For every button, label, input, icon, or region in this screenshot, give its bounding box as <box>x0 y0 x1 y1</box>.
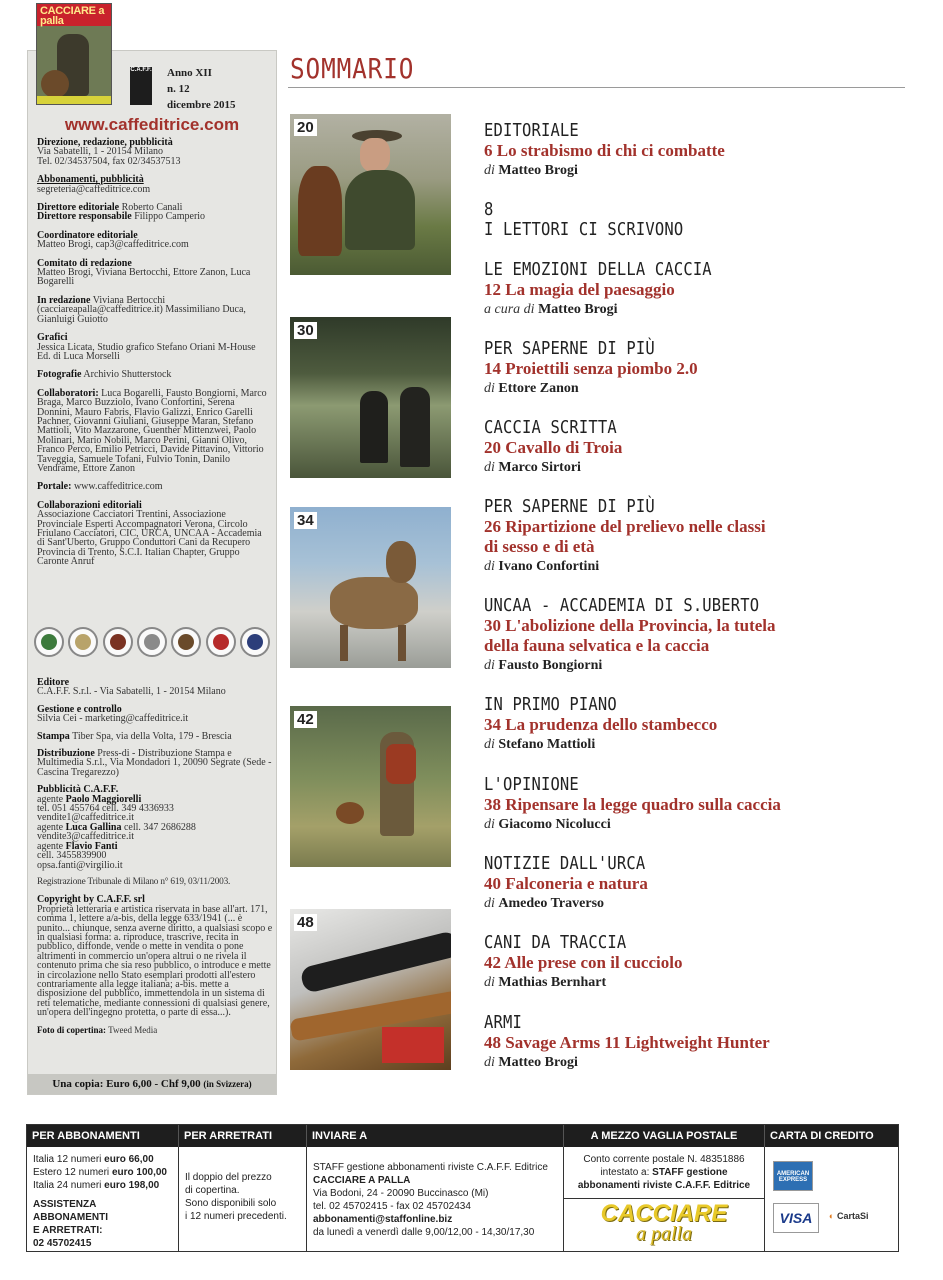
agente-3-email[interactable]: opsa.fanti@virgilio.it <box>37 859 123 871</box>
title-divider <box>288 87 905 88</box>
association-logo-icon <box>68 627 98 657</box>
editore-label: Editore <box>37 677 70 688</box>
inredazione: Viviana Bertocchi (cacciareapalla@caffeditrice.it) Massimiliano Duca, Gianluigi Guiotto <box>37 294 246 325</box>
inviare-tel[interactable]: tel. 02 45702415 - fax 02 45702434 <box>313 1201 471 1212</box>
dir-responsabile: Filippo Camperio <box>134 211 206 223</box>
toc-article-link[interactable] <box>484 616 904 656</box>
photo-page-number: 48 <box>294 914 317 931</box>
article-title: Ripartizione del prelievo nelle classi <box>505 517 766 536</box>
fotografie: Archivio Shutterstock <box>83 369 172 381</box>
toc-section-caccia-scritta <box>484 418 904 477</box>
article-byline <box>484 1054 904 1072</box>
page-title: SOMMARIO <box>290 52 415 85</box>
logo-line-1: CACCIARE <box>600 1200 728 1227</box>
vaglia-line: Conto corrente postale N. 48351886 <box>583 1154 745 1165</box>
distribuzione: Press-di - Distribuzione Stampa e Multimedia S.r.l., Via Mondadori 1, 20090 Segrate (Sede - Cascina Tregarezzo) <box>37 748 272 778</box>
article-author: Stefano Mattioli <box>498 737 596 752</box>
article-byline <box>484 895 904 913</box>
inredazione-label: In redazione <box>37 294 91 306</box>
toc-article-link[interactable] <box>484 953 904 973</box>
amex-icon: AMERICAN EXPRESS <box>773 1161 813 1191</box>
article-title: L'abolizione della Provincia, la tutela <box>505 616 776 635</box>
article-title: Proiettili senza piombo 2.0 <box>505 359 698 378</box>
article-page: 42 <box>484 953 501 972</box>
gestione-label: Gestione e controllo <box>37 703 122 715</box>
article-title: Savage Arms 11 Lightweight Hunter <box>505 1033 770 1052</box>
byline-prefix: di <box>484 460 495 475</box>
article-page: 20 <box>484 438 501 457</box>
article-title: Alle prese con il cucciolo <box>504 953 683 972</box>
byline-prefix: di <box>484 896 495 911</box>
header-abbonamenti: PER ABBONAMENTI <box>27 1125 179 1147</box>
collaboratori-label: Collaboratori: <box>37 387 99 399</box>
section-heading: CANI DA TRACCIA <box>484 932 627 953</box>
photo-young-ibex <box>290 507 451 668</box>
assistenza-label-2: E ARRETRATI: <box>33 1225 103 1236</box>
direzione-phone: Tel. 02/34537504, fax 02/34537513 <box>37 155 181 167</box>
gestione: Silvia Cei - marketing@caffeditrice.it <box>37 713 189 725</box>
article-author: Mathias Bernhart <box>498 975 607 990</box>
article-page: 40 <box>484 874 501 893</box>
issue-year: Anno XII <box>167 67 212 79</box>
issue-date: dicembre 2015 <box>167 99 236 111</box>
col-carta <box>765 1147 898 1252</box>
article-byline <box>484 301 904 319</box>
visa-icon: VISA <box>773 1203 819 1233</box>
direzione-label: Direzione, redazione, pubblicità <box>37 137 173 148</box>
article-byline <box>484 459 904 477</box>
agente-2-email[interactable]: vendite3@caffeditrice.it <box>37 831 135 843</box>
abbonamento-price: euro 100,00 <box>111 1167 167 1178</box>
caff-publisher-logo <box>130 67 152 105</box>
photo-rifle-scope <box>290 909 451 1070</box>
article-author: Ivano Confortini <box>498 559 600 574</box>
abbonamento-label: Estero 12 numeri <box>33 1167 110 1178</box>
toc-section-emozioni <box>484 260 904 319</box>
vaglia-intestatario: STAFF gestione abbonamenti riviste C.A.F.F. Editrice <box>577 1167 751 1191</box>
byline-prefix: di <box>484 975 495 990</box>
inviare-name: CACCIARE A PALLA <box>313 1175 411 1186</box>
photo-hunters-walking <box>290 317 451 478</box>
article-author: Ettore Zanon <box>498 381 579 396</box>
byline-prefix: di <box>484 559 495 574</box>
abbonamento-label: Italia 12 numeri <box>33 1154 102 1165</box>
association-logo-icon <box>137 627 167 657</box>
toc-section-opinione <box>484 775 904 834</box>
section-page: 8 <box>484 199 494 220</box>
article-page: 30 <box>484 616 501 635</box>
header-arretrati: PER ARRETRATI <box>179 1125 307 1147</box>
portale-label: Portale: <box>37 481 72 493</box>
article-page: 48 <box>484 1033 501 1052</box>
article-byline <box>484 816 904 834</box>
byline-prefix: di <box>484 1055 495 1070</box>
association-logo-icon <box>206 627 236 657</box>
price-main: Una copia: Euro 6,00 - Chf 9,00 <box>52 1078 201 1090</box>
col-vaglia <box>564 1147 765 1252</box>
byline-prefix: di <box>484 381 495 396</box>
section-heading: CACCIA SCRITTA <box>484 417 617 438</box>
col-arretrati <box>179 1147 307 1252</box>
section-heading: I LETTORI CI SCRIVONO <box>484 219 684 240</box>
toc-section-editoriale <box>484 121 904 180</box>
photo-hunter-with-dog <box>290 114 451 275</box>
toc-section-urca <box>484 854 904 913</box>
agente-1-email[interactable]: vendite1@caffeditrice.it <box>37 812 135 824</box>
copyright-label: Copyright by C.A.F.F. srl <box>37 894 145 906</box>
arretrati-line: i 12 numeri precedenti. <box>185 1211 287 1222</box>
distribuzione-label: Distribuzione <box>37 748 95 760</box>
comitato-label: Comitato di redazione <box>37 257 132 269</box>
section-heading: L'OPINIONE <box>484 774 579 795</box>
article-page: 14 <box>484 359 501 378</box>
vaglia-prefix: intestato a: <box>600 1167 650 1178</box>
article-author: Fausto Bongiorni <box>498 658 603 673</box>
dir-editoriale: Roberto Canali <box>121 202 183 214</box>
stampa: Tiber Spa, via della Volta, 179 - Brescia <box>72 730 232 742</box>
photo-hunter-with-puppy <box>290 706 451 867</box>
abbonamenti-email[interactable]: segreteria@caffeditrice.com <box>37 183 151 195</box>
byline-prefix: di <box>484 737 495 752</box>
article-page: 12 <box>484 280 501 299</box>
article-author: Matteo Brogi <box>538 302 618 317</box>
toc-section-primo-piano <box>484 695 904 754</box>
agente-prefix: agente <box>37 840 64 852</box>
grafici: Jessica Licata, Studio grafico Stefano Oriani M-House Ed. di Luca Morselli <box>37 341 256 362</box>
photo-page-number: 20 <box>294 119 317 136</box>
article-byline <box>484 558 904 576</box>
photo-page-number: 30 <box>294 322 317 339</box>
byline-prefix: di <box>484 658 495 673</box>
header-vaglia: A MEZZO VAGLIA POSTALE <box>564 1125 765 1147</box>
section-heading: IN PRIMO PIANO <box>484 694 617 715</box>
article-title-line-2: di sesso e di età <box>484 537 595 556</box>
toc-section-lettori[interactable] <box>484 200 904 240</box>
inviare-email[interactable]: abbonamenti@staffonline.biz <box>313 1214 453 1225</box>
inviare-address: Via Bodoni, 24 - 20090 Buccinasco (Mi) <box>313 1188 489 1199</box>
article-page: 26 <box>484 517 501 536</box>
col-abbonamenti <box>27 1147 179 1252</box>
association-logo-icon <box>240 627 270 657</box>
arretrati-line: di copertina. <box>185 1185 240 1196</box>
registrazione: Registrazione Tribunale di Milano n° 619, 03/11/2003. <box>37 876 231 887</box>
article-author: Matteo Brogi <box>498 1055 578 1070</box>
section-heading: ARMI <box>484 1012 522 1033</box>
assistenza-phone[interactable]: 02 45702415 <box>33 1238 92 1249</box>
foto-copertina: Tweed Media <box>108 1024 158 1035</box>
dir-responsabile-label: Direttore responsabile <box>37 211 132 223</box>
section-heading: PER SAPERNE DI PIÙ <box>484 338 655 359</box>
byline-prefix: di <box>484 163 495 178</box>
agente-2-cell: cell. 347 2686288 <box>123 821 196 833</box>
article-byline <box>484 974 904 992</box>
cover-title: CACCIARE a palla <box>40 5 105 27</box>
article-title-line-2: della fauna selvatica e la caccia <box>484 636 710 655</box>
association-logo-icon <box>171 627 201 657</box>
abbonamento-price: euro 66,00 <box>104 1154 154 1165</box>
abbonamento-price: euro 198,00 <box>104 1180 160 1191</box>
coordinatore: Matteo Brogi, cap3@caffeditrice.com <box>37 239 189 251</box>
article-title: La prudenza dello stambecco <box>505 715 718 734</box>
cartasi-icon: ◐ CartaSi <box>829 1211 869 1221</box>
article-page: 38 <box>484 795 501 814</box>
editore: C.A.F.F. S.r.l. - Via Sabatelli, 1 - 20154 Milano <box>37 686 226 698</box>
agente-3-cell: cell. 3455839900 <box>37 850 107 862</box>
arretrati-line: Il doppio del prezzo <box>185 1172 272 1183</box>
abbonamenti-label: Abbonamenti, pubblicità <box>37 174 144 186</box>
article-byline <box>484 736 904 754</box>
toc-section-uncaa <box>484 596 904 675</box>
photo-page-number: 34 <box>294 512 317 529</box>
toc-section-saperne-1 <box>484 339 904 398</box>
byline-prefix: di <box>484 817 495 832</box>
dog-figure-icon <box>41 70 69 98</box>
byline-prefix: a cura di <box>484 302 535 317</box>
article-title: Lo strabismo di chi ci combatte <box>496 141 725 160</box>
article-title: Falconeria e natura <box>505 874 648 893</box>
agente-1: Paolo Maggiorelli <box>65 793 142 805</box>
masthead-credits <box>37 138 271 576</box>
website-link[interactable]: www.caffeditrice.com <box>64 115 240 134</box>
section-heading: PER SAPERNE DI PIÙ <box>484 496 655 517</box>
photo-page-number: 42 <box>294 711 317 728</box>
toc-section-cani <box>484 933 904 992</box>
agente-1-contacts: tel. 051 455764 cell. 349 4336933 <box>37 803 174 815</box>
portale-link[interactable]: www.caffeditrice.com <box>73 481 163 493</box>
article-author: Amedeo Traverso <box>498 896 605 911</box>
article-page: 34 <box>484 715 501 734</box>
grafici-label: Grafici <box>37 332 68 344</box>
coordinatore-label: Coordinatore editoriale <box>37 229 138 241</box>
cacciare-logo <box>564 1198 764 1243</box>
issue-number: n. 12 <box>167 83 190 95</box>
masthead-publisher <box>37 678 273 1043</box>
toc-article-link[interactable] <box>484 1033 904 1053</box>
article-title: La magia del paesaggio <box>505 280 675 299</box>
collab-ed: Associazione Cacciatori Trentini, Associazione Provinciale Esperti Accompagnatori Verona, Circolo Friulano Cacciatori, CIC, URCA, UNCAA - Accademia di Sant'Uberto, Gruppo Conduttori Cani da Recupero Provincia di Trento, S.C.I. Italian Chapter, Gruppo Caronte Anruf <box>37 509 262 568</box>
association-logos <box>34 627 270 661</box>
subscription-table <box>26 1124 899 1252</box>
stampa-label: Stampa <box>37 730 70 742</box>
toc-article-link[interactable] <box>484 795 904 815</box>
price-bar <box>28 1074 276 1094</box>
article-byline <box>484 162 904 180</box>
agente-2: Luca Gallina <box>65 821 122 833</box>
abbonamento-label: Italia 24 numeri <box>33 1180 102 1191</box>
article-title: Ripensare la legge quadro sulla caccia <box>505 795 781 814</box>
inviare-hours: da lunedì a venerdì dalle 9,00/12,00 - 14,30/17,30 <box>313 1227 535 1238</box>
article-byline <box>484 380 904 398</box>
agente-3: Flavio Fanti <box>65 840 118 852</box>
direzione-address: Via Sabatelli, 1 - 20154 Milano <box>37 146 164 158</box>
comitato: Matteo Brogi, Viviana Bertocchi, Ettore Zanon, Luca Bogarelli <box>37 267 251 288</box>
cartasi-label: CartaSi <box>836 1211 869 1221</box>
section-heading: LE EMOZIONI DELLA CACCIA <box>484 259 712 280</box>
pubblicita-label: Pubblicità C.A.F.F. <box>37 784 119 796</box>
section-heading: EDITORIALE <box>484 120 579 141</box>
header-inviare: INVIARE A <box>307 1125 564 1147</box>
inviare-line: STAFF gestione abbonamenti riviste C.A.F.F. Editrice <box>313 1162 548 1173</box>
article-author: Matteo Brogi <box>498 163 578 178</box>
section-heading: UNCAA - ACCADEMIA DI S.UBERTO <box>484 595 760 616</box>
toc-section-armi <box>484 1013 904 1072</box>
fotografie-label: Fotografie <box>37 369 82 381</box>
caff-logo-text: C.A.F.F. <box>130 67 152 73</box>
article-byline <box>484 657 904 675</box>
dir-editoriale-label: Direttore editoriale <box>37 202 120 214</box>
issue-info <box>167 65 236 113</box>
toc-article-link[interactable] <box>484 359 904 379</box>
logo-line-2: a palla <box>635 1223 693 1245</box>
toc-article-link[interactable] <box>484 280 904 300</box>
agente-prefix: agente <box>37 821 64 833</box>
toc-article-link[interactable] <box>484 438 904 458</box>
section-heading: NOTIZIE DALL'URCA <box>484 853 646 874</box>
foto-copertina-label: Foto di copertina: <box>37 1024 106 1035</box>
article-author: Giacomo Nicolucci <box>498 817 611 832</box>
article-page: 6 <box>484 141 493 160</box>
association-logo-icon <box>103 627 133 657</box>
copyright-text: Proprietà letteraria e artistica riservata in base all'art. 171, comma 1, lettere a/a-bis, della legge 633/1941 (... è punito... chiunque, senza averne diritto, a qualsiasi scopo e in qualsiasi forma: a. riproduce, trascrive, recita in pubblico, diffonde, vende o mette in vendita o pone altrimenti in commercio un'opera altrui o ne rivela il contenuto prima che sia reso pubblico, o introduce e mette in circolazione nello Stato esemplari prodotti all'estero contrariamente alla legge italiana; a-bis. mette a disposizione del pubblico, immettendola in un sistema di reti telematiche, mediante connessioni di qualsiasi genere, un'opera dell'ingegno protetta, o parte di essa...). <box>37 903 273 1019</box>
arretrati-line: Sono disponibili solo <box>185 1198 277 1209</box>
article-author: Marco Sirtori <box>498 460 581 475</box>
magazine-cover-image <box>36 3 112 105</box>
toc-article-link[interactable] <box>484 517 904 557</box>
collaboratori: Luca Bogarelli, Fausto Bongiorni, Marco Braga, Marco Buzziolo, Ivano Confortini, Serena Donnini, Mauro Fabris, Flavio Galizzi, Enrico Garelli Pachner, Giovanni Giuliani, Giuseppe Maran, Stefano Mattioli, Vito Mazzarone, Guenther Mittenzwei, Paolo Molinari, Mario Nobili, Marco Perini, Gianni Olivo, Franco Perco, Emilio Petricci, Davide Pittavino, Vittorio Taveggia, Samuele Tofani, Fulvio Tonin, Danilo Vendrame, Ettore Zanon <box>37 387 267 474</box>
toc-section-saperne-2 <box>484 497 904 576</box>
toc-article-link[interactable] <box>484 715 904 735</box>
collab-ed-label: Collaborazioni editoriali <box>37 499 142 511</box>
toc-article-link[interactable] <box>484 141 904 161</box>
toc-article-link[interactable] <box>484 874 904 894</box>
agente-prefix: agente <box>37 793 64 805</box>
header-carta: CARTA DI CREDITO <box>765 1125 898 1147</box>
article-title: Cavallo di Troia <box>505 438 623 457</box>
col-inviare <box>307 1147 564 1252</box>
association-logo-icon <box>34 627 64 657</box>
assistenza-label: ASSISTENZA ABBONAMENTI <box>33 1199 108 1223</box>
price-note: (in Svizzera) <box>203 1079 252 1089</box>
